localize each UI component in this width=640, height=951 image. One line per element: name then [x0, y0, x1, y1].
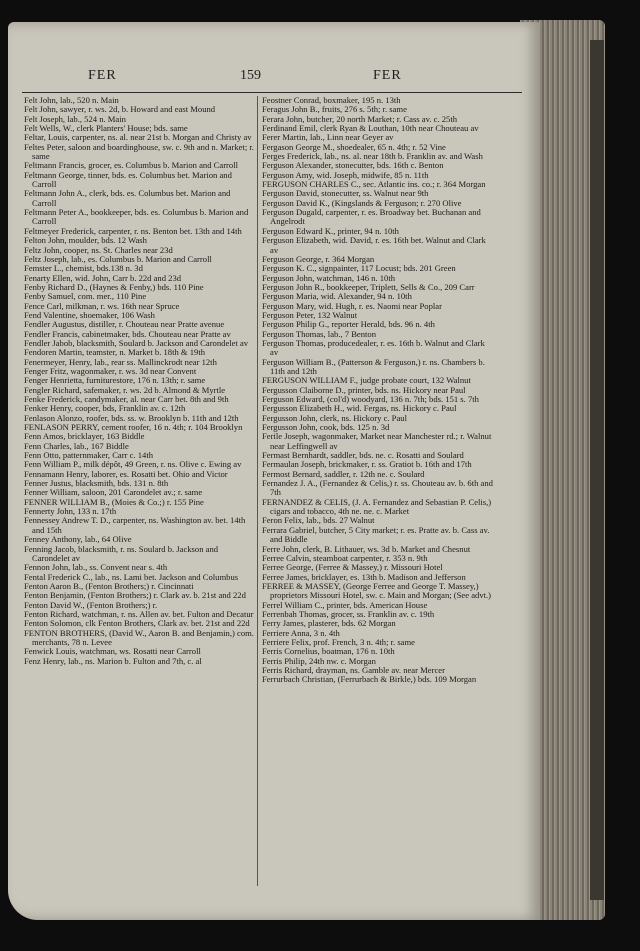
directory-entry: Fenke Frederick, candymaker, al. near Carr bet. 8th and 9th [24, 394, 229, 404]
directory-entry: Ferrenbah Thomas, grocer, ss. Franklin av. c. 19th [262, 608, 435, 619]
directory-entry: Fenwick Louis, watchman, ws. Rosatti near Carroll [24, 646, 201, 657]
directory-entry: Feltmeyer Frederick, carpenter, r. ns. Benton bet. 13th and 14th [24, 225, 242, 236]
directory-entry: Fenermeyer, Henry, lab., rear ss. Mallinckrodt near 12th [24, 356, 217, 367]
directory-entry: Feltmann John A., clerk, bds. es. Columbus bet. Marion and Carroll [24, 188, 231, 208]
directory-entry: Ferree Calvin, steamboat carpenter, r. 353 n. 9th [262, 552, 428, 563]
directory-entry: FERNANDEZ & CELIS, (J. A. Fernandez and Sebastian P. Celis,) cigars and tobacco, 4th ne. ne. c. Market [262, 496, 492, 517]
directory-entry: FERREE & MASSEY, (George Ferree and George T. Massey,) proprietors Missouri Hotel, sw. c. Main and Morgan; (See advt.) [262, 580, 492, 601]
directory-entry: FENNER WILLIAM B., (Moies & Co.;) r. 155 Pine [24, 496, 204, 507]
directory-entry: Fenn Charles, lab., 167 Biddle [24, 440, 129, 451]
directory-entry: Ferrel William C., printer, bds. American House [262, 599, 428, 610]
directory-entry: Ferguson Philip G., reporter Herald, bds. 96 n. 4th [262, 319, 435, 330]
directory-entry: Ferguson Maria, wid. Alexander, 94 n. 10th [262, 291, 412, 302]
directory-entry: Ferguson John, watchman, 146 n. 10th [262, 272, 396, 283]
directory-entry: Ferguson Dugald, carpenter, r. es. Broadway bet. Buchanan and Angelrodt [262, 207, 481, 227]
directory-entry: Feltmann Peter A., bookkeeper, bds. es. Columbus b. Marion and Carroll [24, 207, 249, 227]
directory-entry: Fenner William, saloon, 201 Carondelet av.; r. same [24, 487, 203, 498]
directory-entry: Ferriere Felix, prof. French, 3 n. 4th; r. same [262, 636, 415, 647]
directory-entry: Fennon John, lab., ss. Convent near s. 4th [24, 562, 168, 573]
left-column [24, 96, 256, 666]
directory-entry: Ferry James, plasterer, bds. 62 Morgan [262, 618, 396, 629]
header-right: FER [373, 68, 402, 83]
directory-entry: Fenn Amos, bricklayer, 163 Biddle [24, 431, 145, 442]
directory-entry: Feron Felix, lab., bds. 27 Walnut [262, 515, 375, 526]
directory-entry: Fennamann Henry, laborer, es. Rosatti bet. Ohio and Victor [24, 468, 228, 479]
directory-entry: Ferara John, butcher, 20 north Market; r. Cass av. c. 25th [262, 113, 458, 124]
directory-entry: Fenby Richard D., (Haynes & Fenby,) bds. 110 Pine [24, 281, 204, 292]
directory-entry: Fergusson Elizabeth H., wid. Fergas, ns. Hickory c. Paul [262, 403, 457, 414]
directory-entry: FERGUSON CHARLES C., sec. Atlantic ins. co.; r. 364 Morgan [262, 179, 486, 190]
directory-entry: Feostner Conrad, boxmaker, 195 n. 13th [262, 95, 401, 105]
right-column [262, 96, 494, 685]
header-left: FER [88, 68, 117, 83]
directory-entry: Ferrara Gabriel, butcher, 5 City market; r. es. Pratte av. b. Cass av. and Biddle [262, 524, 490, 545]
directory-entry: Fendler Jabob, blacksmith, Soulard b. Jackson and Carondelet av [24, 337, 249, 348]
directory-entry: Fermast Bernhardt, saddler, bds. ne. c. Rosatti and Soulard [262, 450, 464, 461]
directory-entry: Ferris Cornelius, boatman, 176 n. 10th [262, 646, 395, 657]
directory-entry: Fendoren Martin, teamster, n. Market b. 18th & 19th [24, 347, 206, 358]
directory-entry: Fenney Anthony, lab., 64 Olive [24, 534, 132, 545]
directory-entry: Felt Wells, W., clerk Planters' House; bds. same [24, 123, 188, 134]
directory-entry: Ferris Richard, drayman, ns. Gamble av. near Mercer [262, 664, 445, 675]
directory-entry: Fenning Jacob, blacksmith, r. ns. Soulard b. Jackson and Carondelet av [24, 543, 219, 563]
directory-entry: Feltar, Louis, carpenter, ns. al. near 21st b. Morgan and Christy av [24, 132, 252, 143]
directory-entry: Ferrurbach Christian, (Ferrurbach & Birkle,) bds. 109 Morgan [262, 674, 477, 685]
directory-entry: Fermost Bernard, saddler, r. 12th ne. c. Soulard [262, 468, 425, 479]
directory-entry: Fergason George M., shoedealer, 65 n. 4th; r. 52 Vine [262, 141, 446, 152]
directory-entry: Fenner Justus, blacksmith, bds. 131 n. 8th [24, 478, 169, 489]
directory-entry: Felt John, lab., 520 n. Main [24, 95, 119, 105]
directory-entry: Fenn William P., milk dépôt, 49 Green, r. ns. Olive c. Ewing av [24, 459, 242, 470]
directory-entry: Fergusson Claiborne D., printer, bds. ns. Hickory near Paul [262, 384, 466, 395]
directory-entry: Ferguson Thomas, producedealer, r. es. 16th b. Walnut and Clark av [262, 337, 485, 358]
directory-entry: FENTON BROTHERS, (David W., Aaron B. and Benjamin,) com. merchants, 78 n. Levee [24, 627, 254, 647]
directory-entry: Fenton Solomon, clk Fenton Brothers, Clark av. bet. 21st and 22d [24, 618, 250, 629]
book-cover-edge [590, 40, 604, 900]
directory-page [8, 22, 540, 920]
directory-entry: Fenlason Alonzo, roofer, bds. ss. w. Brooklyn b. 11th and 12th [24, 412, 239, 423]
directory-entry: Fenton Richard, watchman, r. ns. Allen av. bet. Fulton and Decatur [24, 608, 254, 619]
directory-entry: Fengler Richard, safemaker, r. ws. 2d b. Almond & Myrtle [24, 384, 226, 395]
directory-entry: Fenker Henry, cooper, bds, Franklin av. c. 12th [24, 403, 186, 414]
directory-entry: Ferguson Elizabeth, wid. David, r. es. 16th bet. Walnut and Clark av [262, 235, 486, 255]
directory-entry: Fenton David W., (Fenton Brothers;) r. [24, 599, 158, 610]
directory-entry: Fenn Otto, patternmaker, Carr c. 14th [24, 450, 154, 461]
page-header [8, 68, 540, 90]
directory-entry: Ferguson Amy, wid. Joseph, midwife, 85 n. 11th [262, 169, 429, 180]
directory-entry: Ferguson Alexander, stonecutter, bds. 16th c. Benton [262, 160, 444, 171]
directory-entry: Fend Valentine, shoemaker, 106 Wash [24, 309, 155, 320]
directory-entry: Ferguson Mary, wid. Hugh, r. es. Naomi near Poplar [262, 300, 442, 311]
directory-entry: Fence Carl, milkman, r. ws. 16th near Spruce [24, 300, 180, 311]
directory-entry: Felt Joseph, lab., 524 n. Main [24, 113, 126, 124]
directory-entry: Fennerty John, 133 n. 17th [24, 506, 117, 517]
directory-entry: Fenger Henrietta, furniturestore, 176 n. 13th; r. same [24, 375, 206, 386]
directory-entry: Ferges Frederick, lab., ns. al. near 18th b. Franklin av. and Wash [262, 151, 483, 162]
directory-entry: Fental Frederick C., lab., ns. Lami bet. Jackson and Columbus [24, 571, 239, 582]
directory-entry: Ferguson David, stonecutter, ss. Walnut near 9th [262, 188, 429, 199]
directory-entry: Felton John, moulder, bds. 12 Wash [24, 235, 147, 246]
directory-entry: Ferdinand Emil, clerk Ryan & Louthan, 10th near Chouteau av [262, 123, 479, 134]
directory-entry: Fennessey Andrew T. D., carpenter, ns. Washington av. bet. 14th and 15th [24, 515, 246, 535]
directory-entry: Feragus John B., fruits, 276 s. 5th; r. same [262, 104, 407, 115]
directory-entry: Fendler Francis, cabinetmaker, bds. Chouteau near Pratte av [24, 328, 231, 339]
directory-entry: Fenarty Ellen, wid. John, Carr b. 22d and 23d [24, 272, 182, 283]
directory-entry: Feltmann Francis, grocer, es. Columbus b. Marion and Carroll [24, 160, 238, 171]
directory-entry: Feltmann George, tinner, bds. es. Columbus bet. Marion and Carroll [24, 169, 232, 190]
directory-entry: Ferguson George, r. 364 Morgan [262, 253, 375, 264]
directory-entry: Ferguson Edward K., printer, 94 n. 10th [262, 225, 399, 236]
directory-entry: Fergusson John, clerk, ns. Hickory c. Paul [262, 412, 407, 423]
directory-entry: Ferguson Peter, 132 Walnut [262, 309, 358, 320]
column-divider [257, 96, 258, 886]
directory-entry: Fenton Aaron B., (Fenton Brothers;) r. Cincinnati [24, 580, 194, 591]
directory-entry: Fermaulan Joseph, brickmaker, r. ss. Gratiot b. 16th and 17th [262, 459, 472, 470]
directory-entry: Femster L., chemist, bds.138 n. 3d [24, 263, 143, 274]
directory-entry: Fenton Benjamin, (Fenton Brothers;) r. Clark av. b. 21st and 22d [24, 590, 246, 601]
directory-entry: Ferguson John R., bookkeeper, Triplett, Sells & Co., 209 Carr [262, 281, 475, 292]
header-rule [22, 92, 522, 93]
directory-entry: Ferree James, bricklayer, es. 13th b. Madison and Jefferson [262, 571, 466, 582]
directory-entry: Feltz John, cooper, ns. St. Charles near 23d [24, 244, 173, 255]
directory-entry: Ferguson Thomas, lab., 7 Benton [262, 328, 377, 339]
directory-entry: Felt John, sawyer, r. ws. 2d, b. Howard and east Mound [24, 104, 216, 115]
directory-entry: Fergusson John, cook, bds. 125 n. 3d [262, 422, 390, 433]
directory-entry: Ferre John, clerk, B. Lithauer, ws. 3d b. Market and Chesnut [262, 543, 471, 554]
directory-entry: Ferriere Anna, 3 n. 4th [262, 627, 340, 638]
page-number: 159 [240, 68, 261, 83]
directory-entry: Ferris Philip, 24th nw. c. Morgan [262, 655, 376, 666]
directory-entry: Fenz Henry, lab., ns. Marion b. Fulton and 7th, c. al [24, 655, 202, 666]
directory-entry: FERGUSON WILLIAM F., judge probate court, 132 Walnut [262, 375, 471, 386]
directory-entry: FENLASON PERRY, cement roofer, 16 n. 4th; r. 104 Brooklyn [24, 422, 243, 433]
directory-entry: Feltz Joseph, lab., es. Columbus b. Marion and Carroll [24, 253, 212, 264]
directory-entry: Ferguson K. C., signpainter, 117 Locust; bds. 201 Green [262, 263, 456, 274]
directory-entry: Fenger Fritz, wagonmaker, r. ws. 3d near Convent [24, 365, 197, 376]
directory-entry: Ferile Joseph, wagonmaker, Market near Manchester rd.; r. Walnut near Leffingwell av [262, 431, 492, 451]
directory-entry: Ferree George, (Ferree & Massey,) r. Missouri Hotel [262, 562, 443, 573]
directory-entry: Fenby Samuel, com. mer., 110 Pine [24, 291, 147, 302]
directory-entry: Ferguson Edward, (col'd) woodyard, 136 n. 7th; bds. 151 s. 7th [262, 394, 479, 404]
directory-entry: Fernandez J. A., (Fernandez & Celis,) r. ss. Chouteau av. b. 6th and 7th [262, 478, 493, 498]
directory-entry: Ferguson William B., (Patterson & Ferguson,) r. ns. Chambers b. 11th and 12th [262, 356, 485, 376]
directory-entry: Ferer Martin, lab., Linn near Geyer av [262, 132, 394, 143]
directory-entry: Ferguson David K., (Kingslands & Ferguson; r. 270 Olive [262, 197, 462, 208]
directory-entry: Feltes Peter, saloon and boardinghouse, sw. c. 9th and n. Market; r. same [24, 141, 254, 162]
directory-entry: Fendler Augustus, distiller, r. Chouteau near Pratte avenue [24, 319, 225, 330]
